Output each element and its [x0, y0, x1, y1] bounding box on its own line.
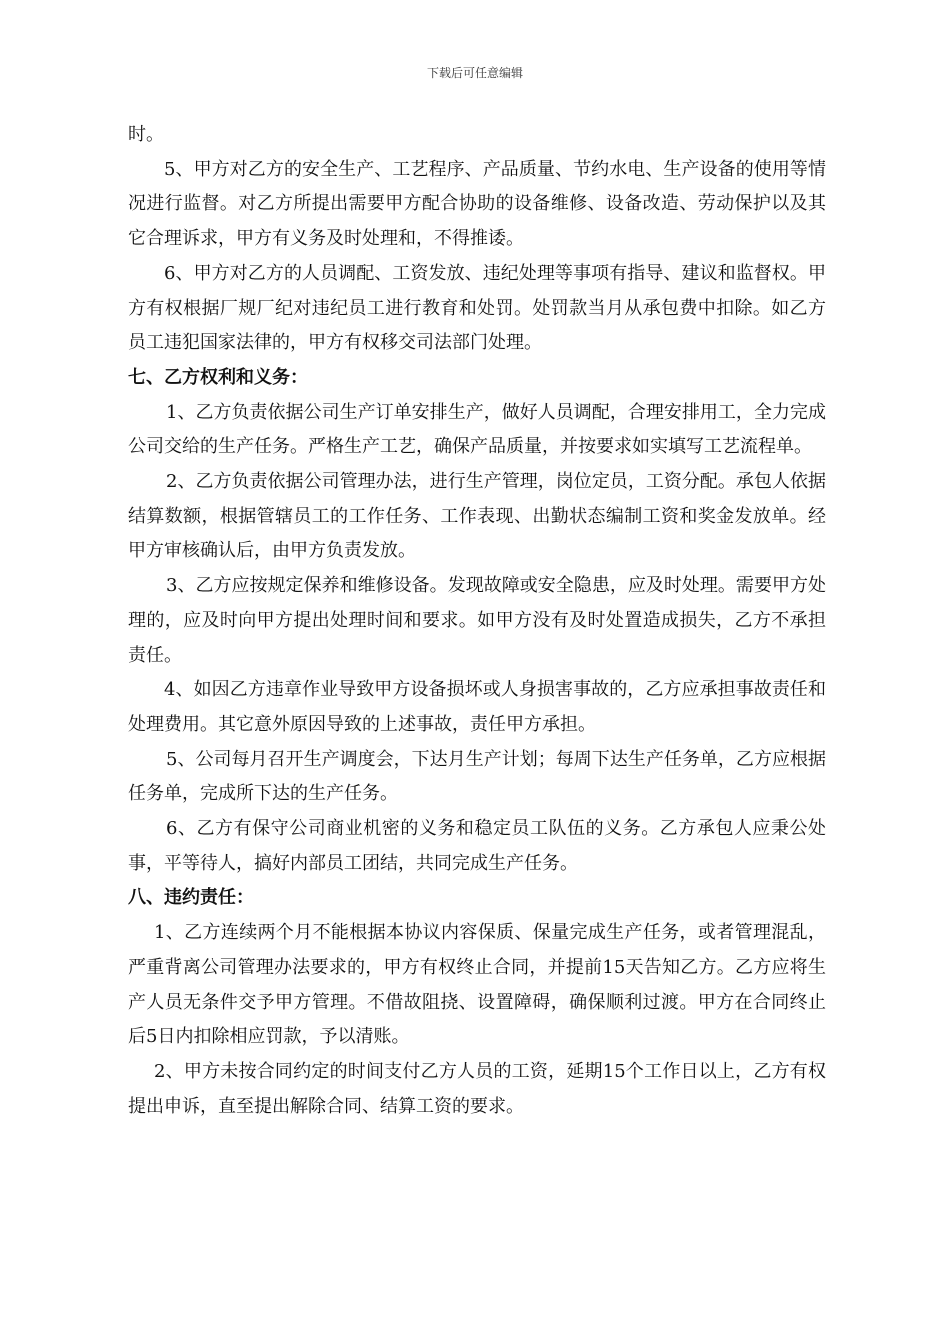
paragraph-party-b-3: 3、乙方应按规定保养和维修设备。发现故障或安全隐患，应及时处理。需要甲方处理的，应及时向甲方提出处理时间和要求。如甲方没有及时处置造成损失，乙方不承担责任。 — [128, 575, 826, 666]
paragraph-party-b-1: 1、乙方负责依据公司生产订单安排生产，做好人员调配，合理安排用工，全力完成公司交给的生产任务。严格生产工艺，确保产品质量，并按要求如实填写工艺流程单。 — [128, 401, 826, 458]
paragraph-party-b-5: 5、公司每月召开生产调度会，下达月生产计划；每周下达生产任务单，乙方应根据任务单，完成所下达的生产任务。 — [128, 748, 826, 805]
paragraph-party-b-4: 4、如因乙方违章作业导致甲方设备损坏或人身损害事故的，乙方应承担事故责任和处理费用。其它意外原因导致的上述事故，责任甲方承担。 — [128, 679, 826, 735]
page-header: 下载后可任意编辑 — [426, 66, 523, 80]
section-heading-7: 七、乙方权利和义务： — [128, 366, 308, 388]
document-body — [128, 118, 826, 1124]
section-heading-8: 八、违约责任： — [128, 887, 254, 909]
paragraph-party-b-6: 6、乙方有保守公司商业机密的义务和稳定员工队伍的义务。乙方承包人应秉公处事，平等待人，搞好内部员工团结，共同完成生产任务。 — [128, 818, 826, 874]
paragraph-breach-1: 1、乙方连续两个月不能根据本协议内容保质、保量完成生产任务，或者管理混乱，严重背离公司管理办法要求的，甲方有权终止合同，并提前15天告知乙方。乙方应将生产人员无条件交予甲方管理。不借故阻挠、设置障碍，确保顺利过渡。甲方在合同终止后5日内扣除相应罚款，予以清账。 — [128, 922, 826, 1048]
paragraph-breach-2: 2、甲方未按合同约定的时间支付乙方人员的工资，延期15个工作日以上，乙方有权提出申诉，直至提出解除合同、结算工资的要求。 — [128, 1060, 826, 1117]
paragraph-party-a-5: 5、甲方对乙方的安全生产、工艺程序、产品质量、节约水电、生产设备的使用等情况进行监督。对乙方所提出需要甲方配合协助的设备维修、设备改造、劳动保护以及其它合理诉求，甲方有义务及时处理和，不得推诿。 — [128, 158, 826, 250]
paragraph-party-a-6: 6、甲方对乙方的人员调配、工资发放、违纪处理等事项有指导、建议和监督权。甲方有权根据厂规厂纪对违纪员工进行教育和处罚。处罚款当月从承包费中扣除。如乙方员工违犯国家法律的，甲方有权移交司法部门处理。 — [128, 262, 826, 354]
paragraph-party-b-2: 2、乙方负责依据公司管理办法，进行生产管理，岗位定员，工资分配。承包人依据结算数额，根据管辖员工的工作任务、工作表现、出勤状态编制工资和奖金发放单。经甲方审核确认后，由甲方负责发放。 — [128, 471, 826, 562]
paragraph-continuation: 时。 — [128, 124, 164, 145]
